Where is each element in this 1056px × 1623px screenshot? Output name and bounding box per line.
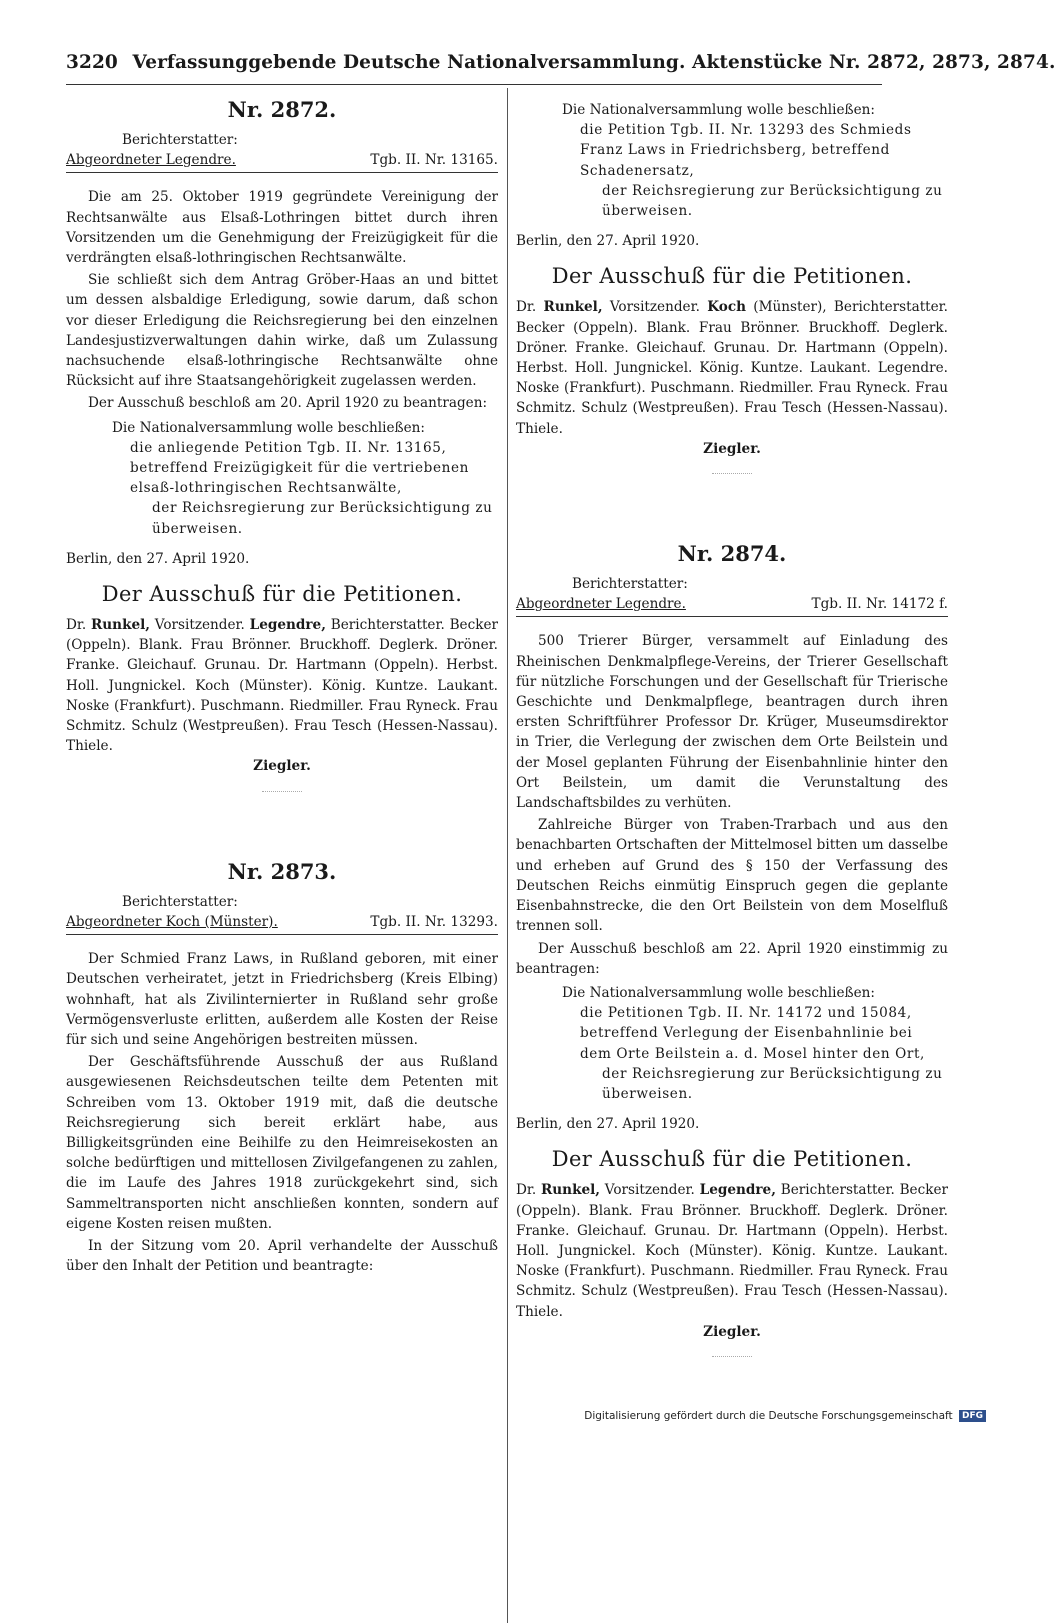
reporter-label: Berichterstatter: — [572, 576, 688, 593]
member-last: Ziegler. — [703, 440, 761, 457]
motion-tail: der Reichsregierung zur Berücksichtigung zu überweisen. — [152, 500, 493, 537]
digitization-footer — [584, 1410, 986, 1422]
paragraph: In der Sitzung vom 20. April verhandelte der Ausschuß über den Inhalt der Petition und beantragte: — [66, 1237, 498, 1275]
reporter-line — [516, 594, 948, 617]
committee-members — [516, 1180, 948, 1342]
reporter-name: Abgeordneter Koch (Münster). — [66, 913, 278, 930]
document-number: Nr. 2873. — [227, 858, 337, 884]
document-2873-continued — [516, 100, 948, 459]
document-number: Nr. 2872. — [227, 97, 337, 122]
document-number: Nr. 2874. — [677, 541, 787, 567]
section-separator — [712, 1356, 752, 1357]
member-name: Runkel, — [91, 617, 151, 634]
section-separator — [262, 791, 302, 792]
motion-intro: Die Nationalversammlung wolle beschließen: — [562, 984, 875, 1001]
motion-intro: Die Nationalversammlung wolle beschließen: — [562, 102, 875, 118]
motion-tail: der Reichsregierung zur Berücksichtigung zu überweisen. — [602, 182, 943, 220]
motion-body: die anliegende Petition Tgb. II. Nr. 13165, betreffend Freizügigkeit für die vertriebenen elsaß-lothringischen Rechtsanwälte, — [130, 439, 469, 497]
member-list: Becker (Oppeln). Blank. Frau Brönner. Bruckhoff. Deglerk. Dröner. Franke. Gleichauf. Grunau. Dr. Hartmann (Oppeln). Herbst. Holl. Jungnickel. Koch (Münster). König. Kuntze. Laukant. Noske (Frankfurt). Puschmann. Riedmiller. Frau Ryneck. Frau Schmitz. Schulz (Westpreußen). Frau Tesch (Hessen-Nassau). Thiele. — [66, 617, 498, 755]
member-role: Vorsitzender. — [150, 617, 250, 634]
member-name: Runkel, — [543, 299, 603, 316]
member-name: Legendre, — [249, 617, 326, 634]
member-name: Runkel, — [541, 1182, 601, 1199]
committee-members — [516, 297, 948, 459]
date-line: Berlin, den 27. April 1920. — [66, 550, 250, 567]
footer-text: Digitalisierung gefördert durch die Deutsche Forschungsgemeinschaft — [584, 1410, 953, 1422]
member-role: Berichterstatter. — [775, 1182, 900, 1199]
document-2873 — [66, 858, 498, 1277]
document-2874 — [516, 540, 948, 1342]
reporter-label: Berichterstatter: — [122, 893, 238, 910]
reporter-line — [66, 150, 498, 173]
member-role: (Münster), Berichterstatter. — [745, 299, 949, 316]
document-numbers: Aktenstücke Nr. 2872, 2873, 2874. — [692, 52, 1056, 73]
diary-reference: Tgb. II. Nr. 13165. — [370, 152, 498, 169]
date-line: Berlin, den 27. April 1920. — [516, 233, 700, 250]
page-number: 3220 — [66, 52, 118, 73]
member-prefix: Dr. — [516, 1182, 541, 1199]
paragraph: Sie schließt sich dem Antrag Gröber-Haas an und bittet um dessen alsbaldige Erledigung, sowie darum, daß schon vor dieser Erledigung die Reichsregierung bei den einzelnen Landesjustizverwaltungen dahin wirke, daß um Zulassung nachsuchende elsaß-lothringische Rechtsanwälte ohne Rücksicht auf ihre Staatsangehörigkeit zugelassen werden. — [66, 272, 498, 390]
committee-heading: Der Ausschuß für die Petitionen. — [551, 1147, 913, 1172]
member-name: Koch — [707, 299, 746, 316]
header-rule — [66, 84, 882, 85]
member-list: Becker (Oppeln). Blank. Frau Brönner. Bruckhoff. Deglerk. Dröner. Franke. Gleichauf. Grunau. Dr. Hartmann (Oppeln). Herbst. Holl. Jungnickel. Koch (Münster). König. Kuntze. Laukant. Noske (Frankfurt). Puschmann. Riedmiller. Frau Ryneck. Frau Schmitz. Schulz (Westpreußen). Frau Tesch (Hessen-Nassau). Thiele. — [516, 1182, 948, 1320]
motion-intro: Die Nationalversammlung wolle beschließen: — [112, 419, 425, 436]
left-column — [66, 96, 498, 1276]
reporter-line — [66, 912, 498, 935]
member-role: Vorsitzender. — [602, 299, 708, 316]
column-divider — [507, 88, 508, 1623]
committee-members — [66, 615, 498, 777]
paragraph: Der Ausschuß beschloß am 22. April 1920 einstimmig zu beantragen: — [516, 940, 948, 977]
right-column — [516, 96, 948, 1371]
motion-tail: der Reichsregierung zur Berücksichtigung zu überweisen. — [602, 1065, 943, 1102]
date-line: Berlin, den 27. April 1920. — [516, 1116, 700, 1133]
motion-body: die Petition Tgb. II. Nr. 13293 des Schmieds Franz Laws in Friedrichsberg, betreffend Schadenersatz, — [580, 122, 912, 179]
paragraph: 500 Trierer Bürger, versammelt auf Einladung des Rheinischen Denkmalpflege-Vereins, der Trierer Gesellschaft für nützliche Forschungen und der Gesellschaft für Trierische Geschichte und Denkmalpflege, beantragen durch ihren ersten Schriftführer Professor Dr. Krüger, Museumsdirektor in Trier, die Verlegung der zwischen dem Orte Beilstein und der Mosel geplanten Führung der Eisenbahnlinie hinter den Ort Beilstein, um damit die Verunstaltung des Landschaftsbildes zu verhüten. — [516, 633, 948, 812]
reporter-name: Abgeordneter Legendre. — [66, 152, 236, 169]
dfg-logo: DFG — [959, 1410, 986, 1422]
reporter-name: Abgeordneter Legendre. — [516, 596, 686, 613]
member-prefix: Dr. — [516, 299, 544, 316]
reporter-label: Berichterstatter: — [122, 132, 238, 148]
publication-title: Verfassunggebende Deutsche Nationalversammlung. — [132, 52, 686, 73]
document-2872 — [66, 96, 498, 777]
paragraph: Die am 25. Oktober 1919 gegründete Vereinigung der Rechtsanwälte aus Elsaß-Lothringen bittet durch ihren Vorsitzenden um die Genehmigung der Freizügigkeit für die verdrängten elsaß-lothringischen Rechtsanwälte. — [66, 189, 498, 267]
paragraph: Der Ausschuß beschloß am 20. April 1920 zu beantragen: — [88, 395, 488, 412]
member-last: Ziegler. — [253, 758, 311, 775]
member-role: Berichterstatter. — [325, 617, 450, 634]
paragraph: Der Geschäftsführende Ausschuß der aus Rußland ausgewiesenen Reichsdeutschen teilte dem Petenten mit Schreiben vom 13. Oktober 1919 mit, daß die deutsche Reichsregierung sich bereit erklärt habe, aus Billigkeitsgründen eine Beihilfe zu den Heimreisekosten an solche bedürftigen und mittellosen Zivilgefangenen zu zahlen, die im Laufe des Jahres 1918 zurückgekehrt sind, sich Sammeltransporten nicht anschließen konnten, sondern auf eigene Kosten reisen mußten. — [66, 1054, 498, 1232]
running-header — [66, 52, 1056, 73]
member-role: Vorsitzender. — [600, 1182, 700, 1199]
section-separator — [712, 473, 752, 474]
member-last: Ziegler. — [703, 1323, 761, 1340]
member-name: Legendre, — [699, 1182, 776, 1199]
member-list: Becker (Oppeln). Blank. Frau Brönner. Bruckhoff. Deglerk. Dröner. Franke. Gleichauf. Grunau. Dr. Hartmann (Oppeln). Herbst. Holl. Jungnickel. König. Kuntze. Laukant. Legendre. Noske (Frankfurt). Puschmann. Riedmiller. Frau Ryneck. Frau Schmitz. Schulz (Westpreußen). Frau Tesch (Hessen-Nassau). Thiele. — [516, 319, 948, 437]
motion-body: die Petitionen Tgb. II. Nr. 14172 und 15084, betreffend Verlegung der Eisenbahnlinie bei dem Orte Beilstein a. d. Mosel hinter den Ort, — [580, 1005, 925, 1062]
diary-reference: Tgb. II. Nr. 14172 f. — [811, 596, 948, 613]
committee-heading: Der Ausschuß für die Petitionen. — [551, 264, 913, 289]
paragraph: Zahlreiche Bürger von Traben-Trarbach und aus den benachbarten Ortschaften der Mittelmosel bitten um dasselbe und erheben auf Grund des § 150 der Verfassung des Deutschen Reichs einmütig Einspruch gegen die geplante Eisenbahnstrecke, die den Ort Beilstein von dem Moselfluß trennen soll. — [516, 817, 948, 935]
committee-heading: Der Ausschuß für die Petitionen. — [101, 582, 463, 607]
diary-reference: Tgb. II. Nr. 13293. — [370, 913, 498, 930]
member-prefix: Dr. — [66, 617, 91, 634]
paragraph: Der Schmied Franz Laws, in Rußland geboren, mit einer Deutschen verheiratet, jetzt in Friedrichsberg (Kreis Elbing) wohnhaft, hat als Zivilinternierter in Rußland sehr große Vermögensverluste erlitten, außerdem alle Kosten der Reise für sich und seine Angehörigen bestreiten müssen. — [66, 951, 498, 1048]
